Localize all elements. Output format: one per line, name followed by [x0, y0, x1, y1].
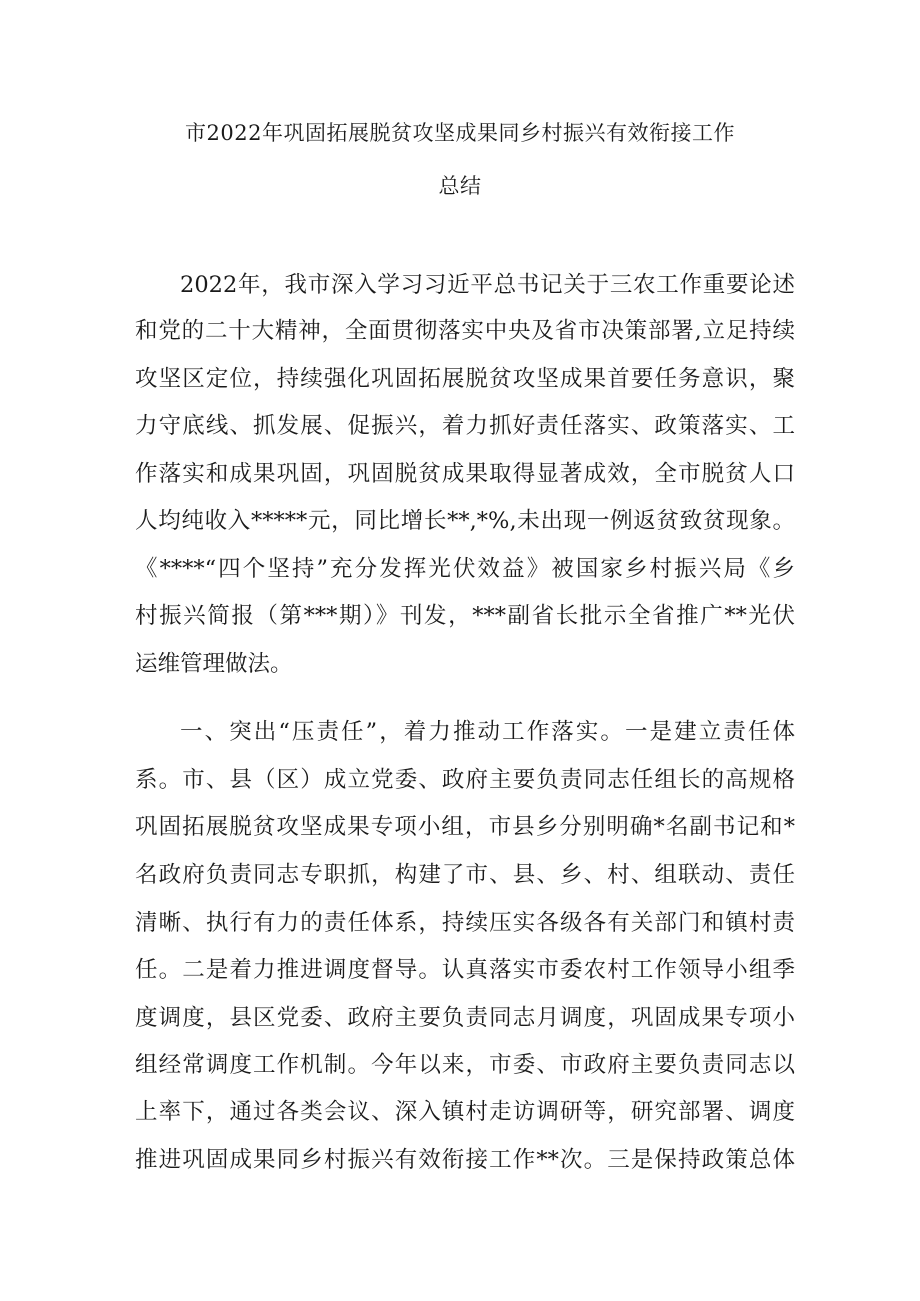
paragraph-1-line: 村振兴简报（第***期）》刊发，***副省长批示全省推广**光伏 — [135, 603, 795, 629]
paragraph-2-line: 清晰、执行有力的责任体系，持续压实各级各有关部门和镇村责 — [135, 910, 795, 936]
paragraph-2-line: 巩固拓展脱贫攻坚成果专项小组，市县乡分别明确*名副书记和* — [135, 814, 795, 840]
paragraph-1-line: 力守底线、抓发展、促振兴，着力抓好责任落实、政策落实、工 — [135, 413, 795, 439]
paragraph-2-line: 名政府负责同志专职抓，构建了市、县、乡、村、组联动、责任 — [135, 862, 795, 888]
document-title-continued: 总结 — [438, 174, 482, 198]
paragraph-1-line: 作落实和成果巩固，巩固脱贫成果取得显著成效，全市脱贫人口 — [135, 461, 795, 487]
paragraph-2-line: 组经常调度工作机制。今年以来，市委、市政府主要负责同志以 — [135, 1052, 795, 1078]
paragraph-2-line: 度调度，县区党委、政府主要负责同志月调度，巩固成果专项小 — [135, 1005, 795, 1031]
paragraph-1-line: 攻坚区定位，持续强化巩固拓展脱贫攻坚成果首要任务意识，聚 — [135, 366, 795, 392]
paragraph-1-line: 人均纯收入*****元，同比增长**,*%,未出现一例返贫致贫现象。 — [135, 508, 795, 534]
paragraph-2-line: 上率下，通过各类会议、深入镇村走访调研等，研究部署、调度 — [135, 1099, 795, 1125]
paragraph-1-line: 《****“四个坚持”充分发挥光伏效益》被国家乡村振兴局《乡 — [135, 556, 795, 582]
paragraph-2-line: 系。市、县（区）成立党委、政府主要负责同志任组长的高规格 — [135, 767, 795, 793]
document-title: 市2022年巩固拓展脱贫攻坚成果同乡村振兴有效衔接工作 — [185, 121, 735, 145]
paragraph-2-line: 任。二是着力推进调度督导。认真落实市委农村工作领导小组季 — [135, 957, 795, 983]
paragraph-1-line: 运维管理做法。 — [135, 651, 293, 677]
paragraph-2-line: 一、突出“压责任”，着力推动工作落实。一是建立责任体 — [180, 719, 795, 745]
paragraph-1-line: 和党的二十大精神，全面贯彻落实中央及省市决策部署,立足持续 — [135, 318, 795, 344]
paragraph-1-line: 2022年，我市深入学习习近平总书记关于三农工作重要论述 — [180, 272, 795, 298]
paragraph-2-line: 推进巩固成果同乡村振兴有效衔接工作**次。三是保持政策总体 — [135, 1147, 795, 1173]
